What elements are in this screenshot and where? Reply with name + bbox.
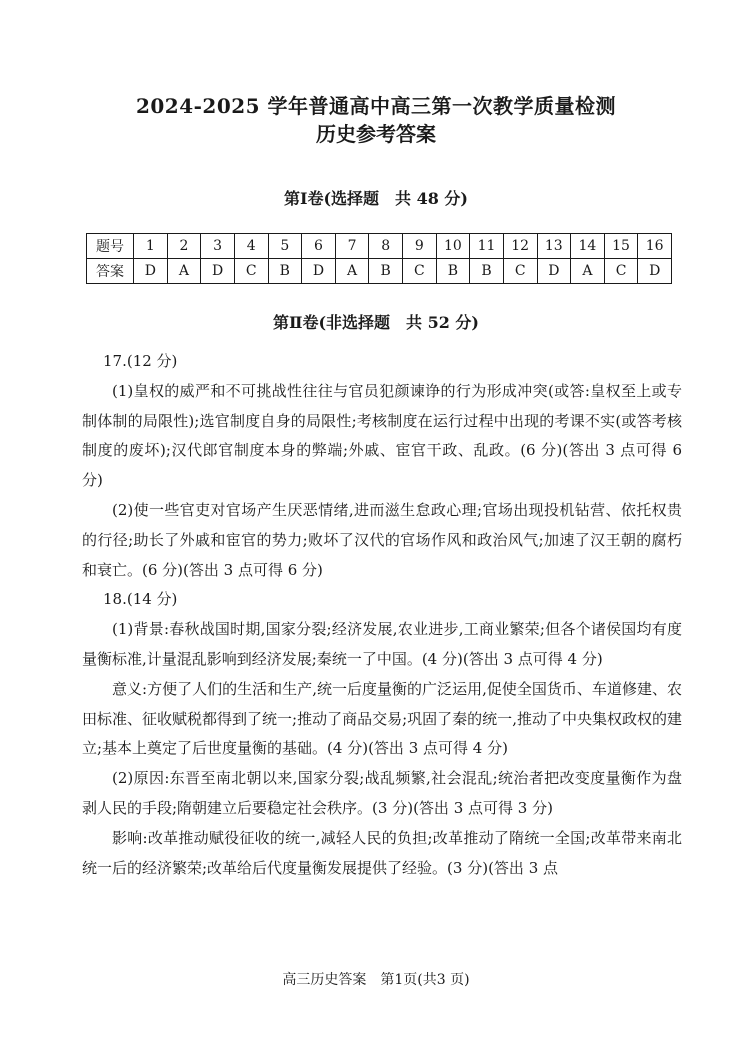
question-number-cell: 14 — [571, 234, 605, 259]
question-17-header: 17.(12 分) — [103, 352, 178, 370]
question-number-cell: 3 — [201, 234, 235, 259]
page-footer: 高三历史答案 第1页(共3 页) — [282, 972, 470, 988]
document-title: 2024-2025 学年普通高中高三第一次教学质量检测 — [135, 94, 617, 118]
question-number-cell: 9 — [403, 234, 437, 259]
question-17-part-1: (1)皇权的威严和不可挑战性往往与官员犯颜谏诤的行为形成冲突(或答:皇权至上或专制体制的局限性);选官制度自身的局限性;考核制度在运行过程中出现的考课不实(或答考核制度的废坏);汉代郎官制度本身的弊端;外戚、宦官干政、乱政。(6 分)(答出 3 点可得 6 分) — [82, 381, 682, 490]
question-number-cell: 15 — [604, 234, 638, 259]
question-number-cell: 6 — [302, 234, 336, 259]
question-number-cell: 4 — [234, 234, 268, 259]
answer-cell: D — [302, 259, 336, 284]
section-1-title: 第Ⅰ卷(选择题 共 48 分) — [283, 189, 469, 208]
answer-cell: B — [268, 259, 302, 284]
answer-cell: C — [604, 259, 638, 284]
answer-cell: B — [369, 259, 403, 284]
section-2-title: 第Ⅱ卷(非选择题 共 52 分) — [272, 313, 480, 332]
document-subtitle: 历史参考答案 — [316, 122, 436, 146]
question-number-cell: 5 — [268, 234, 302, 259]
answer-row — [87, 259, 672, 284]
answer-cell: C — [234, 259, 268, 284]
answer-cell: A — [335, 259, 369, 284]
answer-cell: C — [403, 259, 437, 284]
question-number-cell: 13 — [537, 234, 571, 259]
question-number-cell: 7 — [335, 234, 369, 259]
answer-cell: D — [134, 259, 168, 284]
question-18-part-2-impact: 影响:改革推动赋役征收的统一,减轻人民的负担;改革推动了隋统一全国;改革带来南北统一后的经济繁荣;改革给后代度量衡发展提供了经验。(3 分)(答出 3 点 — [82, 828, 682, 877]
answer-cell: C — [503, 259, 537, 284]
answer-cell: D — [638, 259, 672, 284]
question-number-cell: 12 — [503, 234, 537, 259]
row-label-number: 题号 — [87, 234, 134, 259]
question-18-part-1-background: (1)背景:春秋战国时期,国家分裂;经济发展,农业进步,工商业繁荣;但各个诸侯国均有度量衡标准,计量混乱影响到经济发展;秦统一了中国。(4 分)(答出 3 点可得 4 分) — [82, 620, 682, 668]
question-18-part-2-reason: (2)原因:东晋至南北朝以来,国家分裂;战乱频繁,社会混乱;统治者把改变度量衡作为盘剥人民的手段;隋朝建立后要稳定社会秩序。(3 分)(答出 3 点可得 3 分) — [82, 769, 682, 817]
question-number-cell: 10 — [436, 234, 470, 259]
answer-cell: A — [167, 259, 201, 284]
answer-cell: D — [537, 259, 571, 284]
question-number-row — [87, 234, 672, 259]
answer-cell: D — [201, 259, 235, 284]
question-number-cell: 8 — [369, 234, 403, 259]
answer-cell: A — [571, 259, 605, 284]
row-label-answer: 答案 — [87, 259, 134, 284]
question-number-cell: 2 — [167, 234, 201, 259]
question-18-header: 18.(14 分) — [103, 590, 178, 609]
question-number-cell: 16 — [638, 234, 672, 259]
question-18-part-1-significance: 意义:方便了人们的生活和生产,统一后度量衡的广泛运用,促使全国货币、车道修建、农田标准、征收赋税都得到了统一;推动了商品交易;巩固了秦的统一,推动了中央集权政权的建立;基本上奠定了后世度量衡的基础。(4 分)(答出 3 点可得 4 分) — [82, 679, 682, 758]
question-17-part-2: (2)使一些官吏对官场产生厌恶情绪,进而滋生怠政心理;官场出现投机钻营、依托权贵的行径;助长了外戚和宦官的势力;败坏了汉代的官场作风和政治风气;加速了汉王朝的腐朽和衰亡。(6 分)(答出 3 点可得 6 分) — [82, 500, 682, 579]
answer-body — [82, 347, 682, 883]
answer-table — [86, 233, 672, 284]
question-number-cell: 1 — [134, 234, 168, 259]
question-number-cell: 11 — [470, 234, 504, 259]
answer-cell: B — [470, 259, 504, 284]
answer-cell: B — [436, 259, 470, 284]
